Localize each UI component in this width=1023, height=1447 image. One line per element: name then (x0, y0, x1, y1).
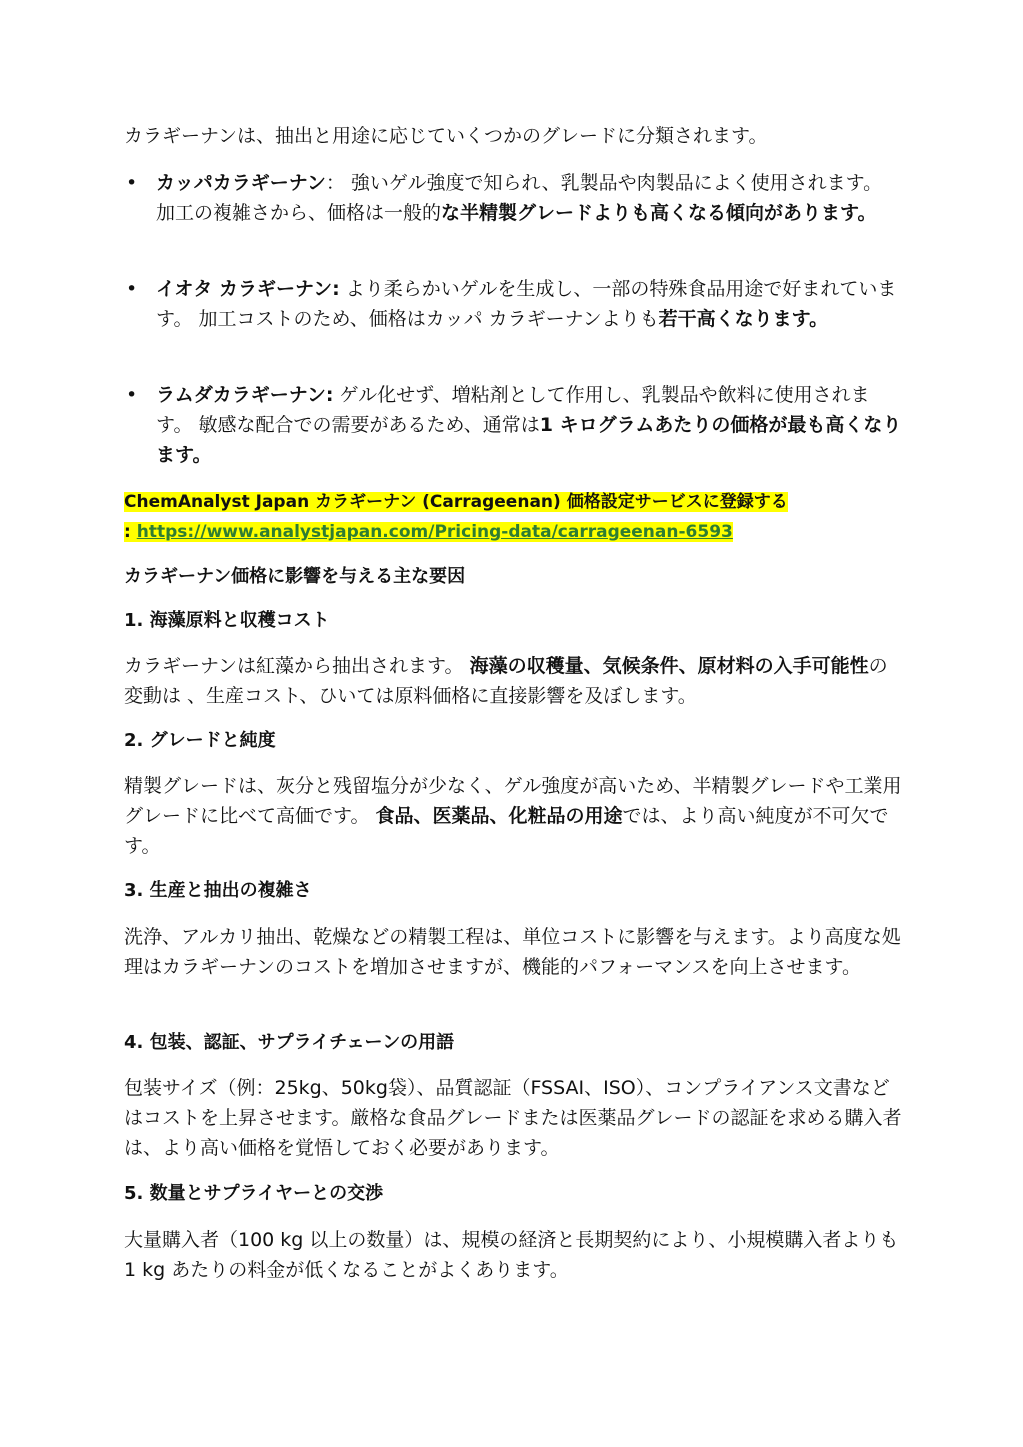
grade-separator: ： (325, 172, 351, 194)
promo-prefix: : (124, 522, 137, 542)
grade-item-iota (126, 274, 904, 334)
intro-paragraph: カラギーナンは、抽出と用途に応じていくつかのグレードに分類されます。 (124, 125, 768, 147)
bullet-dot-icon: • (126, 172, 138, 194)
factor-heading-3: 3. 生産と抽出の複雑さ (124, 880, 312, 901)
factor-paragraph-4: 包装サイズ（例：25kg、50kg袋）、品質認証（FSSAI、ISO）、コンプライアンス文書などはコストを上昇させます。厳格な食品グレードまたは医薬品グレードの認証を求める購入者は、より高い価格を覚悟しておく必要があります。 (124, 1077, 902, 1159)
promo-title: ChemAnalyst Japan カラギーナン (Carrageenan) 価格設定サービスに登録する (124, 492, 788, 512)
grade-name: ラムダカラギーナン: (156, 384, 334, 406)
promo-block (124, 487, 914, 547)
grade-item-lambda (126, 380, 904, 470)
grade-name: カッパカラギーナン (156, 172, 326, 194)
grade-price-note: 1 キログラムあたりの価格が最も高くなります。 (156, 414, 902, 466)
factor-paragraph-5: 大量購入者（100 kg 以上の数量）は、規模の経済と長期契約により、小規模購入者よりも 1 kg あたりの料金が低くなることがよくあります。 (124, 1229, 899, 1281)
factor-heading-4: 4. 包装、認証、サプライチェーンの用語 (124, 1032, 455, 1053)
factor-heading-5: 5. 数量とサプライヤーとの交渉 (124, 1183, 384, 1204)
grade-price-note: 若干高くなります。 (658, 308, 829, 330)
pricing-link[interactable]: https://www.analystjapan.com/Pricing-data/carrageenan-6593 (136, 522, 733, 542)
grade-name: イオタ カラギーナン: (156, 278, 340, 300)
grade-price-note: な半精製グレードよりも高くなる傾向があります。 (441, 202, 877, 224)
factor-paragraph-1: カラギーナンは紅藻から抽出されます。 海藻の収穫量、気候条件、原材料の入手可能性の変動は 、生産コスト、ひいては原料価格に直接影響を及ぼします。 (124, 655, 888, 707)
grade-description: ゲル化せず、増粘剤として作用し、乳製品や飲料に使用されます。 敏感な配合での需要があるため、通常は (156, 384, 870, 436)
bullet-dot-icon: • (126, 278, 138, 300)
grade-description: より柔らかいゲルを生成し、一部の特殊食品用途で好まれています。 加工コストのため、価格はカッパ カラギーナンよりも (156, 278, 897, 330)
factor-paragraph-2: 精製グレードは、灰分と残留塩分が少なく、ゲル強度が高いため、半精製グレードや工業用グレードに比べて高価です。 食品、医薬品、化粧品の用途では、より高い純度が不可欠です。 (124, 775, 902, 857)
grade-item-kappa (126, 168, 904, 228)
factor-heading-1: 1. 海藻原料と収穫コスト (124, 610, 330, 631)
grade-description: 強いゲル強度で知られ、乳製品や肉製品によく使用されます。 加工の複雑さから、価格は一般的 (156, 172, 883, 224)
factor-paragraph-3: 洗浄、アルカリ抽出、乾燥などの精製工程は、単位コストに影響を与えます。より高度な処理はカラギーナンのコストを増加させますが、機能的パフォーマンスを向上させます。 (124, 926, 901, 978)
bullet-dot-icon: • (126, 384, 138, 406)
factor-heading-2: 2. グレードと純度 (124, 730, 276, 751)
factors-heading: カラギーナン価格に影響を与える主な要因 (124, 566, 466, 587)
